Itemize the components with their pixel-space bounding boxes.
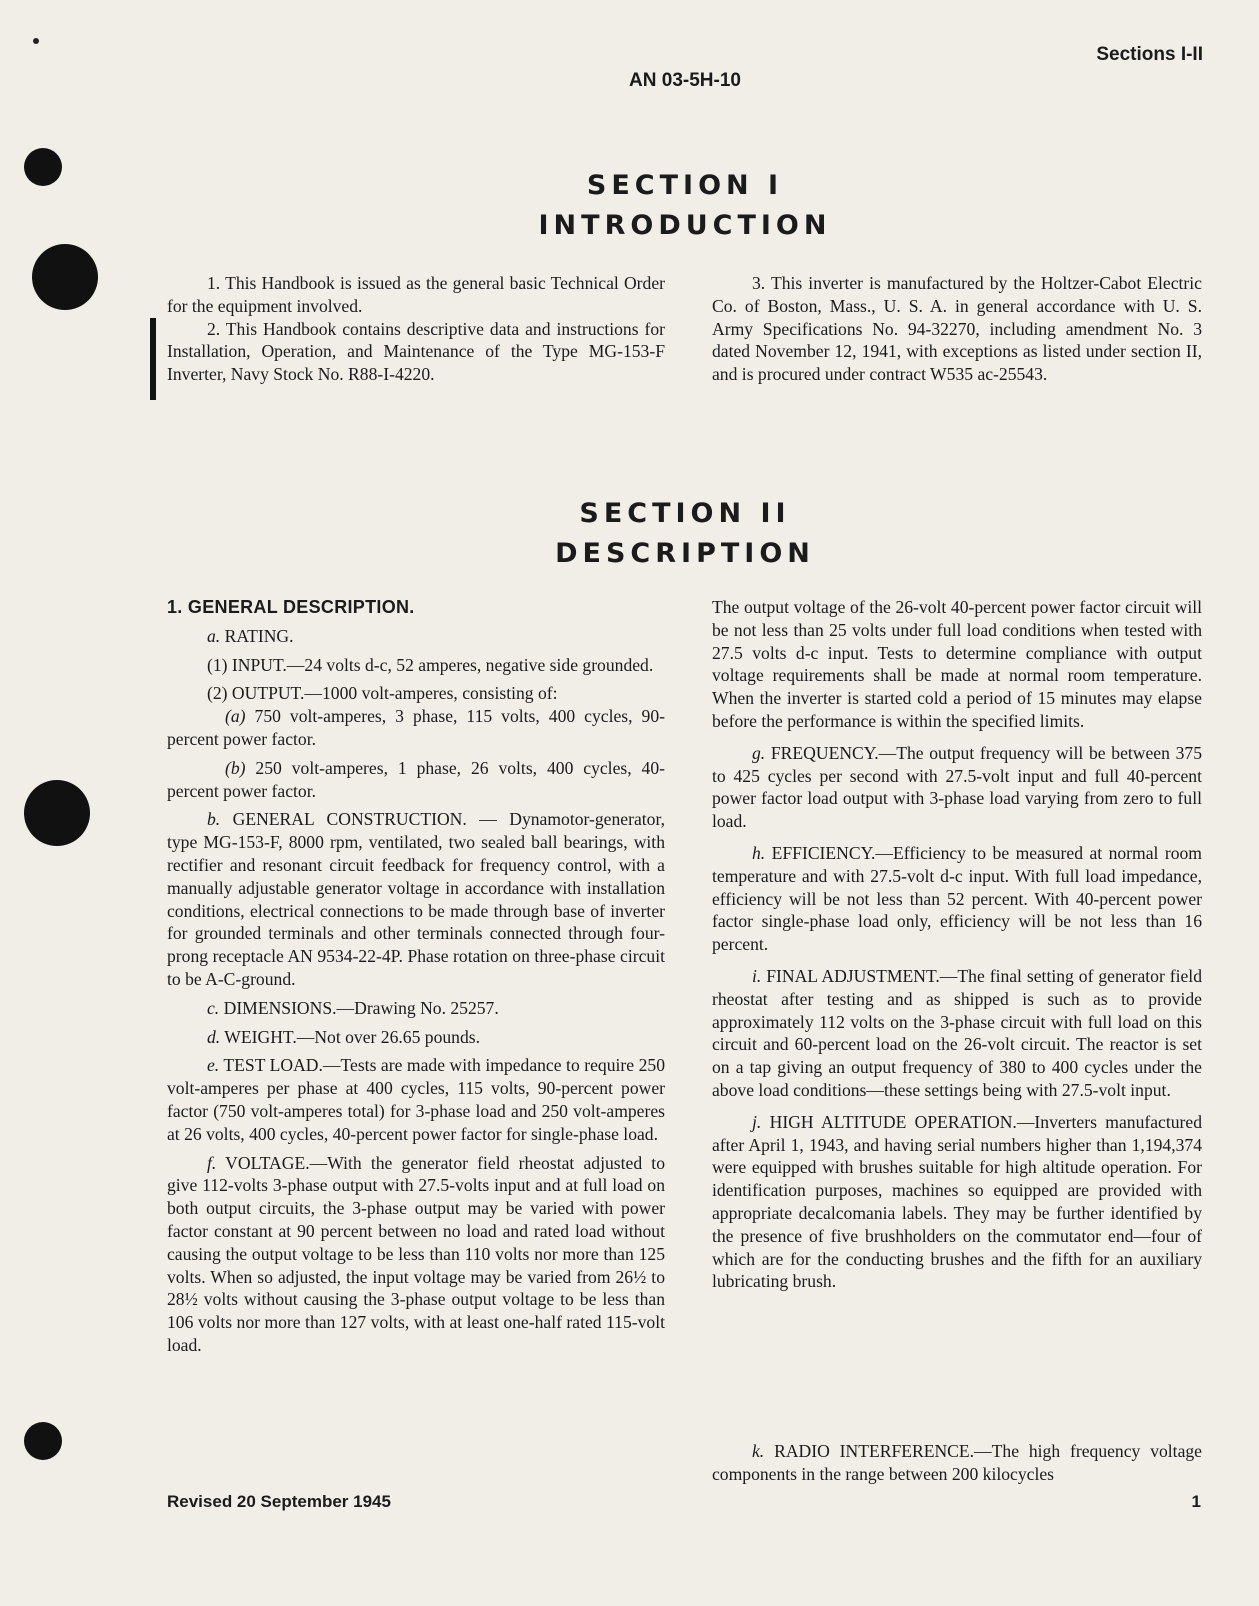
item-f-continued: The output voltage of the 26-volt 40-percent power factor circuit will be not less than 25 volts under full load conditions when tested with 27.5 volts d-c input. Tests to determine compliance with output voltage requirements shall be made at normal room temperature. When the inverter is started cold a period of 15 minutes may elapse before the performance is within the specified limits. [712, 597, 1202, 731]
item-g-letter: g. [752, 742, 766, 763]
page-number: 1 [1191, 1492, 1201, 1511]
item-f-letter: f. [207, 1152, 217, 1173]
item-c-dimensions: DIMENSIONS.—Drawing No. 25257. [219, 997, 499, 1018]
item-a-letter: a. [207, 625, 221, 646]
item-a-rating: RATING. [220, 625, 294, 646]
item-f-voltage: VOLTAGE.—With the generator field rheostat adjusted to give 112-volts 3-phase output with 27.5-volts input and at full load on both output circuits, the 3-phase output may be varied with power factor constant at 90 percent between no load and rated load without causing the output voltage to be less than 110 volts nor more than 125 volts. When so adjusted, the input voltage may be varied from 26½ to 28½ volts without causing the 3-phase output voltage to be less than 106 volts nor more than 127 volts, with at least one-half rated 115-volt load. [167, 1152, 665, 1355]
item-j-high-altitude: HIGH ALTITUDE OPERATION.—Inverters manufactured after April 1, 1943, and having serial numbers higher than 1,194,374 were equipped with brushes suitable for high altitude operation. For identification purposes, machines so equipped are provided with appropriate decalcomania labels. They may be further identified by the presence of five brushholders on the commutator end—four of which are for the conducting brushes and the fifth for an auxiliary lubricating brush. [712, 1111, 1202, 1292]
item-e-letter: e. [207, 1055, 220, 1076]
section-2-left-column [167, 596, 665, 1357]
section-2-heading: SECTION II [579, 498, 791, 529]
section-2-right-column-bottom [712, 1440, 1202, 1486]
item-b-construction: GENERAL CONSTRUCTION. — Dynamotor-generator, type MG-153-F, 8000 rpm, ventilated, two sealed ball bearings, with rectifier and resonant circuit feedback for frequency control, with a manually adjustable generator voltage in accordance with installation conditions, electrical connections to be made through base of inverter for grounded terminals and other terminals connected through four-prong receptacle AN 9534-22-4P. Phase rotation on three-phase circuit to be A-C-ground. [167, 809, 665, 989]
general-description-heading: 1. GENERAL DESCRIPTION. [167, 597, 415, 617]
paragraph-3: 3. This inverter is manufactured by the Holtzer-Cabot Electric Co. of Boston, Mass., U. S. A. in general accordance with U. S. Army Specifications No. 94-32270, including amendment No. 3 dated November 12, 1941, with exceptions as listed under section II, and is procured under contract W535 ac-25543. [712, 273, 1202, 385]
paragraph-2: 2. This Handbook contains descriptive data and instructions for Installation, Operation, and Maintenance of the Type MG-153-F Inverter, Navy Stock No. R88-I-4220. [167, 318, 665, 385]
item-a2a-letter: (a) [225, 706, 246, 727]
item-a2a-text: 750 volt-amperes, 3 phase, 115 volts, 400 cycles, 90-percent power factor. [167, 706, 665, 749]
binder-hole [24, 1422, 62, 1460]
binder-hole [32, 244, 98, 310]
item-k-radio-interference: RADIO INTERFERENCE.—The high frequency voltage components in the range between 200 kilocycles [712, 1441, 1202, 1484]
item-d-weight: WEIGHT.—Not over 26.65 pounds. [220, 1026, 481, 1047]
binder-hole [24, 780, 90, 846]
item-a1-input: (1) INPUT.—24 volts d-c, 52 amperes, negative side grounded. [207, 654, 654, 675]
item-h-efficiency: EFFICIENCY.—Efficiency to be measured at normal room temperature and with 27.5-volt d-c input. With full load impedance, efficiency will be not less than 52 percent. With 40-percent power factor single-phase load only, efficiency will be not less than 16 percent. [712, 842, 1202, 955]
item-h-letter: h. [752, 842, 766, 863]
item-k-letter: k. [752, 1441, 765, 1461]
item-e-test-load: TEST LOAD.—Tests are made with impedance to require 250 volt-amperes per phase at 400 cycles, 115 volts, 90-percent power factor (750 volt-amperes total) for 3-phase load and 250 volt-amperes at 26 volts, 400 cycles, 40-percent power factor for single-phase load. [167, 1055, 665, 1144]
section-1-right-column [712, 272, 1202, 386]
revision-bar [150, 318, 156, 400]
sections-label: Sections I-II [1096, 44, 1203, 65]
section-1-title: INTRODUCTION [538, 210, 832, 241]
margin-dot [33, 38, 39, 44]
item-a2b-text: 250 volt-amperes, 1 phase, 26 volts, 400 cycles, 40-percent power factor. [167, 757, 665, 801]
document-number: AN 03-5H-10 [629, 70, 741, 91]
paragraph-1: 1. This Handbook is issued as the general basic Technical Order for the equipment involved. [167, 273, 665, 316]
section-1-heading: SECTION I [586, 170, 784, 201]
item-j-letter: j. [752, 1111, 762, 1132]
section-2-right-column [712, 596, 1202, 1293]
item-a2b-letter: (b) [225, 757, 246, 778]
item-a2-output: (2) OUTPUT.—1000 volt-amperes, consisting of: [207, 683, 558, 704]
item-i-letter: i. [752, 965, 762, 986]
section-1-left-column [167, 272, 665, 386]
section-2-title: DESCRIPTION [555, 538, 815, 569]
item-g-frequency: FREQUENCY.—The output frequency will be between 375 to 425 cycles per second with 27.5-volt input and full 40-percent power factor load output with 3-phase load varying from zero to full load. [712, 742, 1202, 832]
item-i-final-adjustment: FINAL ADJUSTMENT.—The final setting of generator field rheostat after testing and as shipped is such as to provide approximately 112 volts on the 3-phase circuit with full load on this circuit and 60-percent load on the 26-volt circuit. The reactor is set on a tap giving an output frequency of 380 to 400 cycles under the above load conditions—these settings being with 27.5-volt input. [712, 965, 1202, 1100]
item-c-letter: c. [207, 997, 220, 1018]
revision-date: Revised 20 September 1945 [167, 1492, 391, 1511]
item-d-letter: d. [207, 1026, 221, 1047]
item-b-letter: b. [207, 809, 221, 830]
